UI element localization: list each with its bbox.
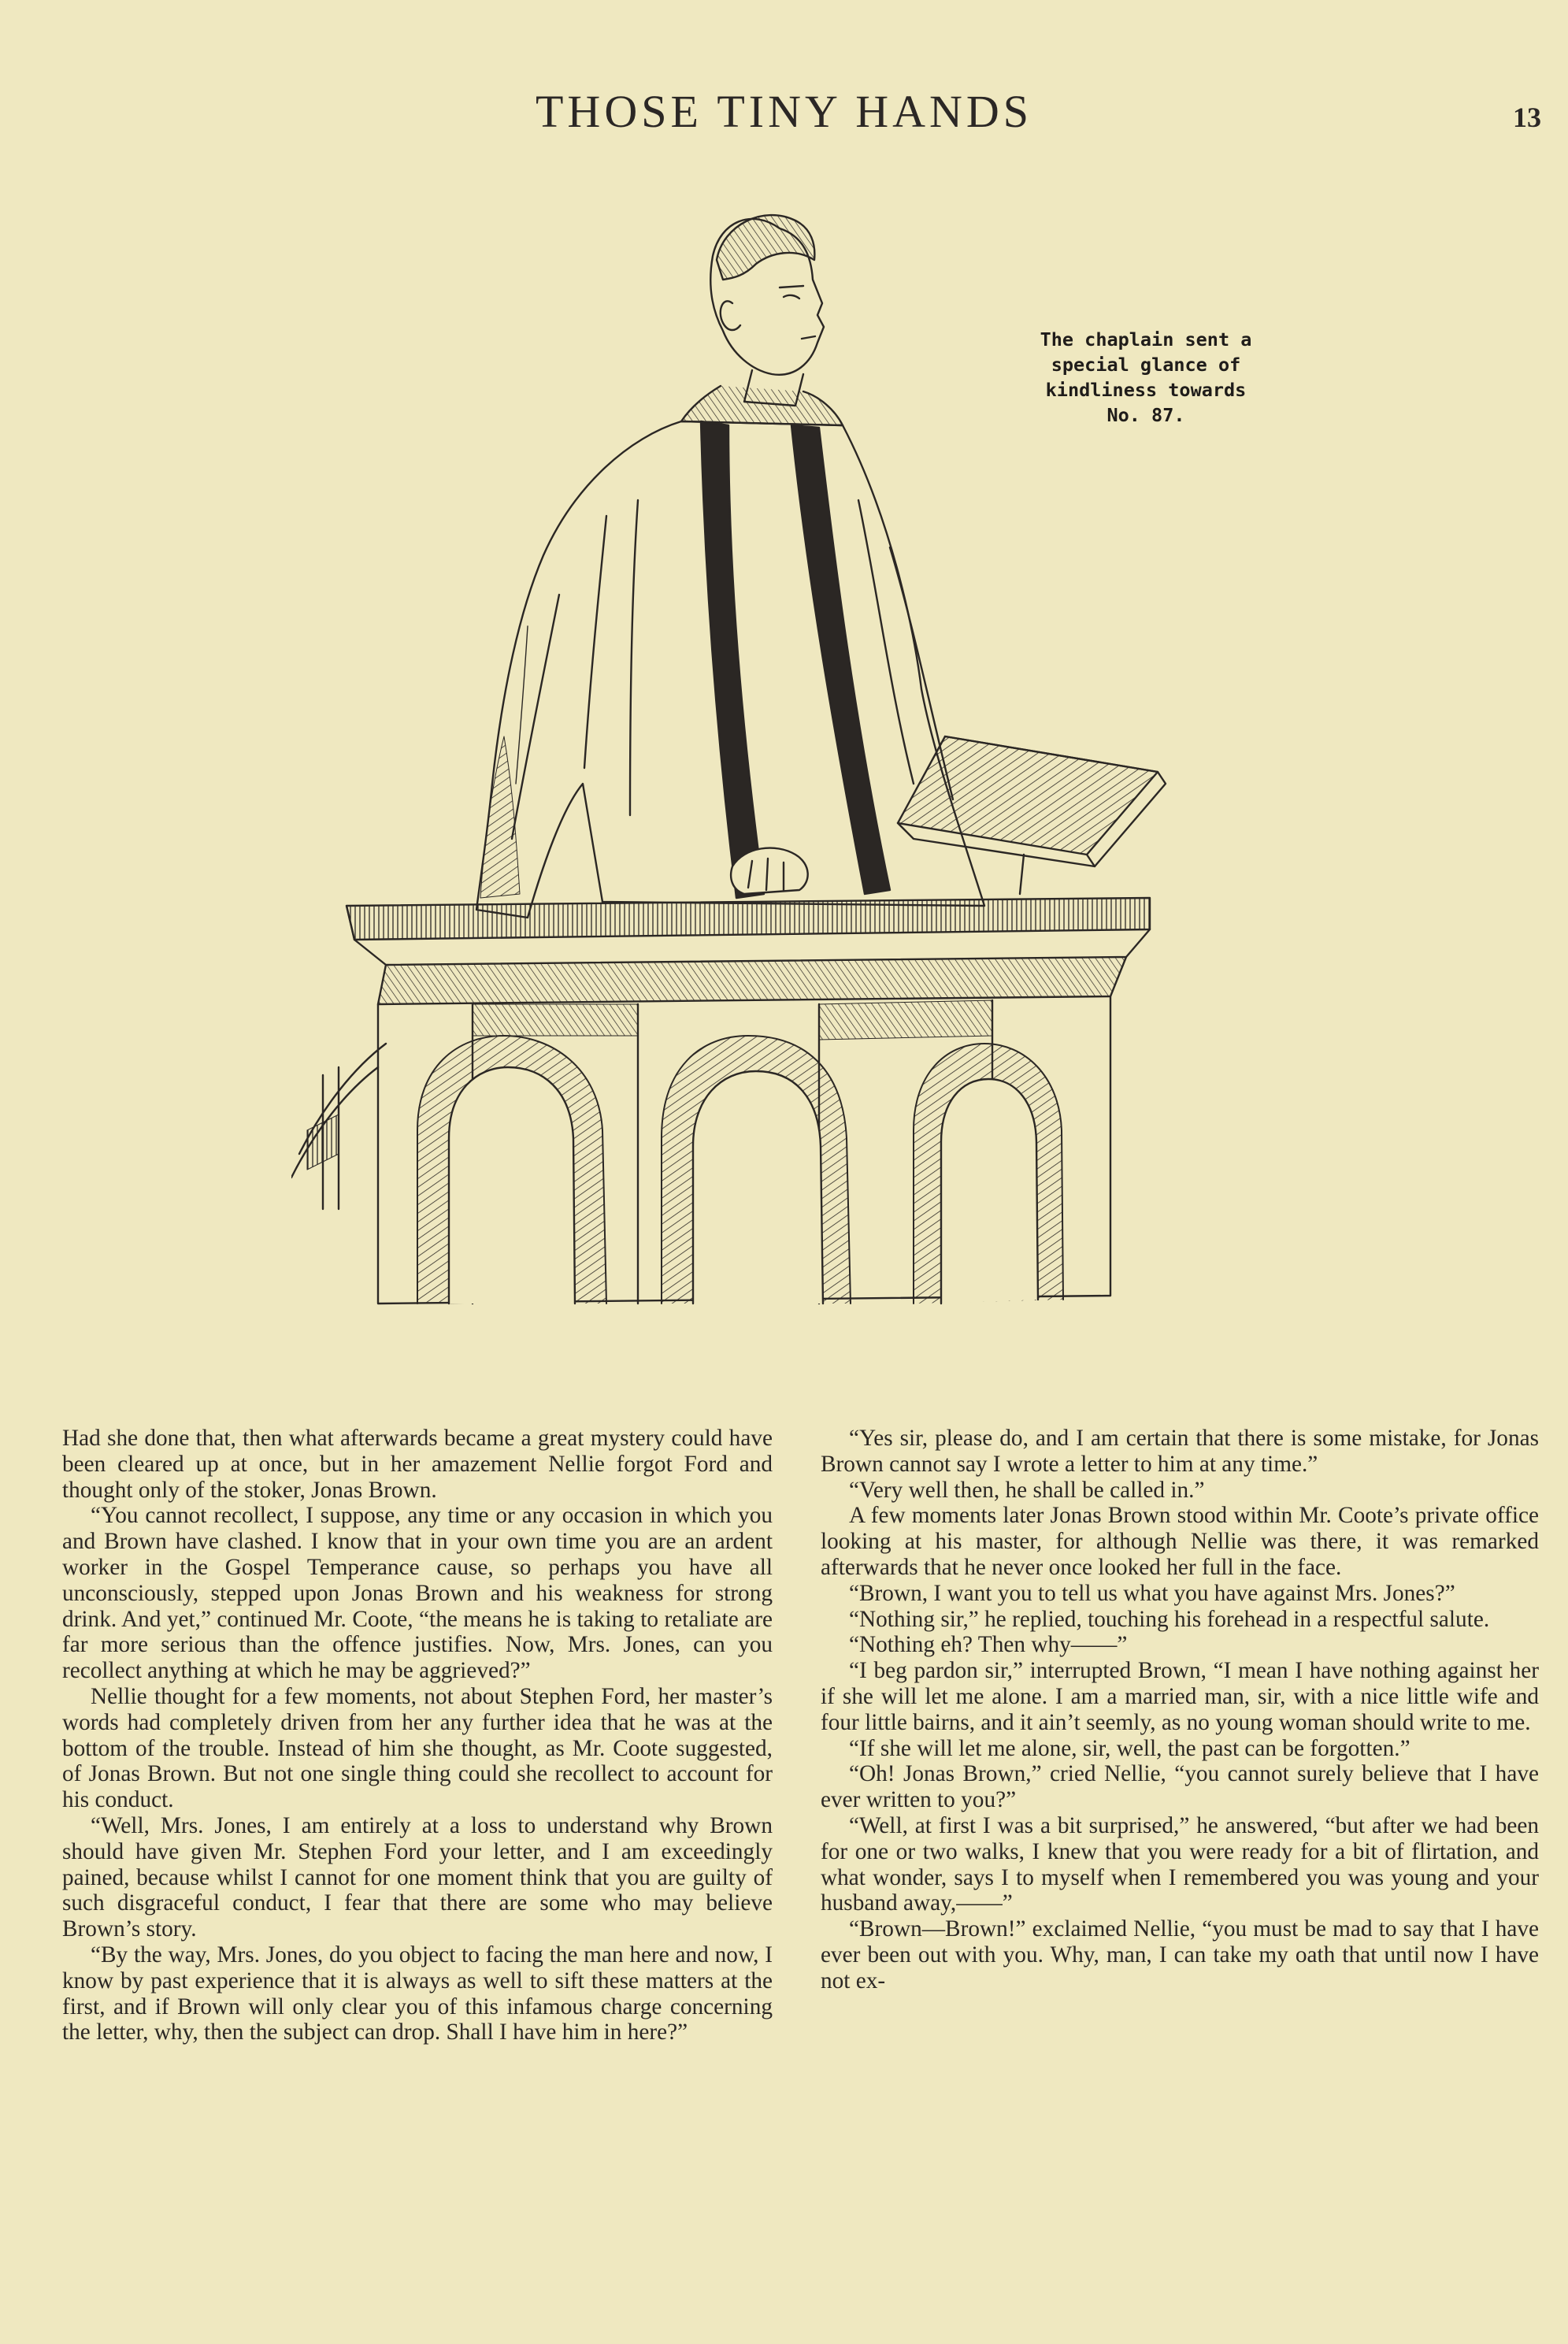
paragraph: “Brown, I want you to tell us what you have against Mrs. Jones?” bbox=[849, 1580, 1455, 1606]
text-column-right bbox=[821, 1426, 1539, 1994]
paragraph: A few moments later Jonas Brown stood within Mr. Coote’s private office looking at his master, for although Nellie was there, it was remarked afterwards that he never once looked her full in the face. bbox=[821, 1503, 1539, 1580]
paragraph: “Nothing eh? Then why——” bbox=[849, 1632, 1128, 1658]
paragraph: “Brown—Brown!” exclaimed Nellie, “you must be mad to say that I have ever been out with you. Why, man, I can take my oath that until now I have not ex- bbox=[821, 1916, 1539, 1994]
paragraph: “Very well then, he shall be called in.” bbox=[849, 1477, 1205, 1503]
caption-line: The chaplain sent a bbox=[1040, 328, 1252, 350]
illustration-caption bbox=[1000, 327, 1292, 428]
caption-line: No. 87. bbox=[1106, 404, 1185, 426]
paragraph: “I beg pardon sir,” interrupted Brown, “I mean I have nothing against her if she will let me alone. I am a married man, sir, with a nice little wife and four little bairns, and it ain’t seemly, as no young woman should write to me. bbox=[821, 1658, 1539, 1735]
paragraph: “Well, at first I was a bit surprised,” he answered, “but after we had been for one or two walks, I knew that you were ready for a bit of flirtation, and what wonder, says I to myself when I remembered you was young and your husband away,——” bbox=[821, 1812, 1539, 1916]
page-number: 13 bbox=[1513, 102, 1541, 133]
paragraph: “Nothing sir,” he replied, touching his forehead in a respectful salute. bbox=[849, 1606, 1490, 1632]
paragraph: “Oh! Jonas Brown,” cried Nellie, “you cannot surely believe that I have ever written to you?” bbox=[821, 1761, 1539, 1813]
paragraph: “If she will let me alone, sir, well, the past can be forgotten.” bbox=[849, 1735, 1410, 1761]
paragraph: Had she done that, then what afterwards became a great mystery could have been cleared up at once, but in her amazement Nellie forgot Ford and thought only of the stoker, Jonas Brown. bbox=[62, 1426, 773, 1503]
text-column-left bbox=[62, 1426, 773, 2045]
paragraph: “Well, Mrs. Jones, I am entirely at a loss to understand why Brown should have given Mr. Stephen Ford your letter, and I am exceedingly pained, because whilst I cannot for one moment think that you are guilty of such disgraceful conduct, I fear that there are some who may believe Brown’s story. bbox=[62, 1812, 773, 1942]
caption-line: special glance of bbox=[1051, 354, 1241, 376]
running-header-title: THOSE TINY HANDS bbox=[536, 86, 1032, 137]
paragraph: “You cannot recollect, I suppose, any time or any occasion in which you and Brown have clashed. I know that in your own time you are an ardent worker in the Gospel Temperance cause, so perhaps you have all unconsciously, stepped upon Jonas Brown and his weakness for strong drink. And yet,” continued Mr. Coote, “the means he is taking to retaliate are far more serious than the offence justifies. Now, Mrs. Jones, can you recollect anything at which he may be aggrieved?” bbox=[62, 1503, 773, 1684]
paragraph: “Yes sir, please do, and I am certain that there is some mistake, for Jonas Brown cannot say I wrote a letter to him at any time.” bbox=[821, 1426, 1539, 1477]
paragraph: “By the way, Mrs. Jones, do you object to facing the man here and now, I know by past experience that it is always as well to sift these matters at the first, and if Brown will only clear you of this infamous charge concerning the letter, why, then the subject can drop. Shall I have him in here?” bbox=[62, 1942, 773, 2045]
caption-line: kindliness towards bbox=[1045, 379, 1247, 401]
paragraph: Nellie thought for a few moments, not about Stephen Ford, her master’s words had completely driven from her any further idea that he was at the bottom of the trouble. Instead of him she thought, as Mr. Coote suggested, of Jonas Brown. But not one single thing could she recollect to account for his conduct. bbox=[62, 1683, 773, 1813]
